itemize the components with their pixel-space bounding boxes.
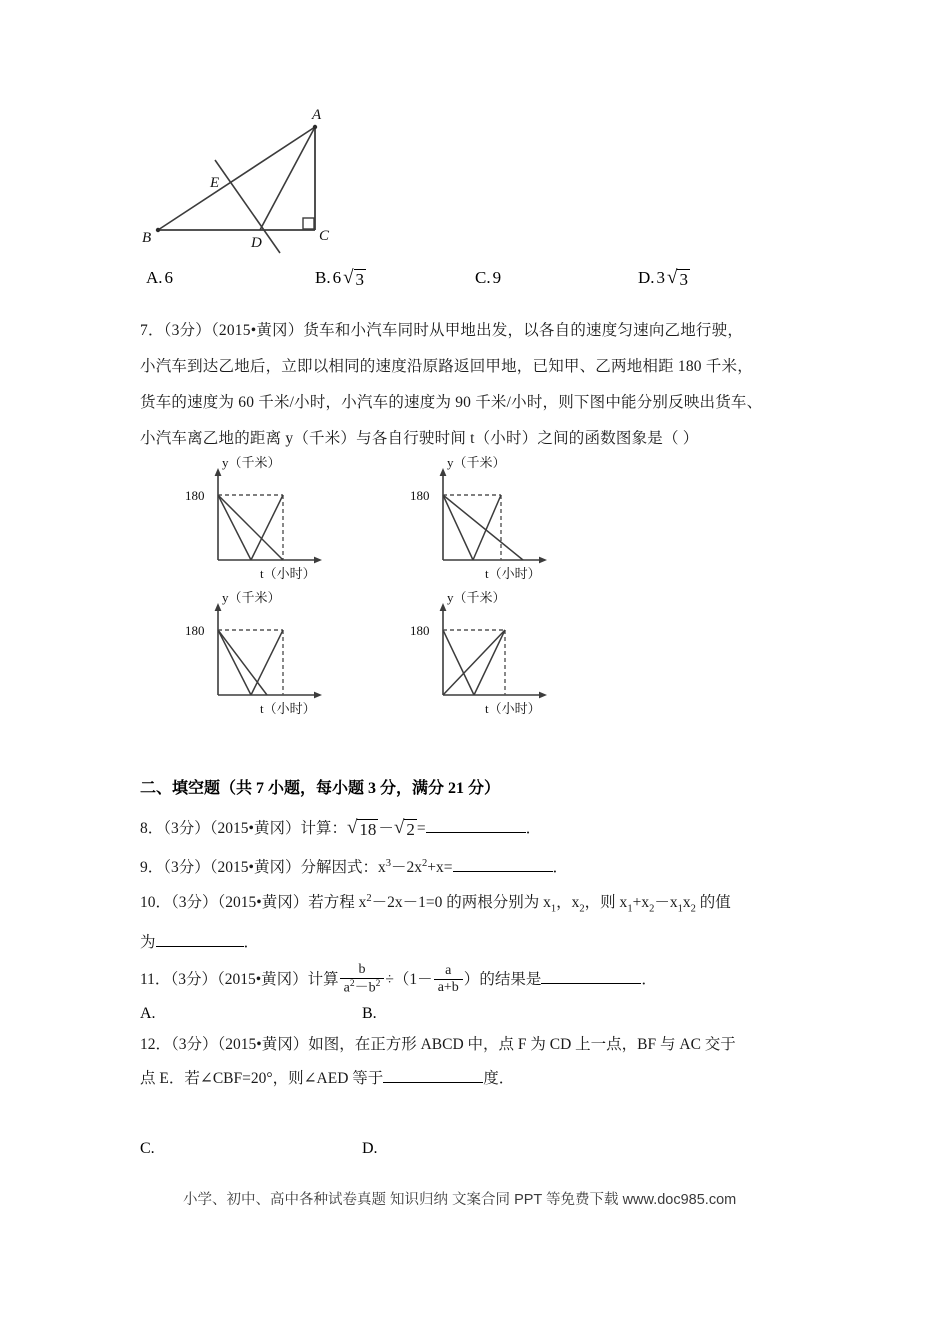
graph-d-y-axis-label: y（千米） xyxy=(447,590,506,605)
choice-b-coefficient: 6 xyxy=(332,268,342,287)
triangle-label-C: C xyxy=(319,228,330,244)
question10-sub-6: 2 xyxy=(690,903,696,915)
question9-score: （3分） xyxy=(163,859,210,877)
graph-option-c-label: C. xyxy=(140,1140,155,1157)
question11-answer-blank[interactable] xyxy=(541,983,641,984)
graph-b-x-axis-label: t（小时） xyxy=(485,566,541,581)
question10-text-i: 为 xyxy=(140,934,156,952)
question9-answer-blank[interactable] xyxy=(453,871,553,872)
question12-text-b: 点 E．若∠CBF=20°，则∠AED 等于 xyxy=(140,1070,384,1087)
question10 xyxy=(140,882,840,960)
graph-c-y-axis-label: y（千米） xyxy=(222,590,281,605)
choice-d-label: D. xyxy=(638,268,655,287)
choice-b[interactable] xyxy=(315,268,366,290)
question9-expr-mid: －2x xyxy=(391,859,423,877)
question8-prompt: 计算： xyxy=(300,820,347,837)
radical-sign-icon: √ xyxy=(343,267,354,288)
question12-answer-blank[interactable] xyxy=(383,1082,483,1083)
question10-text-c: ，x xyxy=(556,894,580,912)
question12-line-2 xyxy=(140,1062,840,1096)
graph-option-d-label: D. xyxy=(362,1140,378,1157)
question9-exponent-2: 2 xyxy=(422,858,428,869)
question11-source: （2015•黄冈） xyxy=(216,971,308,988)
question10-sub-5: 1 xyxy=(677,903,683,915)
question11-tail: 的结果是 xyxy=(479,971,542,988)
question12-text-a: 如图，在正方形 ABCD 中，点 F 为 CD 上一点，BF 与 AC 交于 xyxy=(308,1036,736,1053)
choice-d-radicand: 3 xyxy=(679,270,688,289)
fraction-2 xyxy=(434,963,463,996)
question8 xyxy=(140,812,541,846)
choice-b-radicand: 3 xyxy=(355,270,365,289)
graph-option-b[interactable] xyxy=(375,450,625,595)
radical-2 xyxy=(394,818,417,840)
choice-a-label: A. xyxy=(146,268,163,287)
triangle-label-E: E xyxy=(210,175,220,191)
frac1-den-minus: －b xyxy=(354,980,376,996)
choice-d-coefficient: 3 xyxy=(656,268,666,287)
question7-text xyxy=(140,313,840,457)
triangle-label-A: A xyxy=(312,107,322,123)
graph-a-y-axis-label: y（千米） xyxy=(222,455,281,470)
question7-line-2: 小汽车到达乙地后，立即以相同的速度沿原路返回甲地，已知甲、乙两地相距 180 千米， xyxy=(140,358,753,375)
graph-b-y-axis-label: y（千米） xyxy=(447,455,506,470)
question8-equals: = xyxy=(416,820,426,837)
question10-number: 10． xyxy=(140,894,172,912)
question8-source: （2015•黄冈） xyxy=(209,820,301,837)
graph-option-a[interactable] xyxy=(150,450,400,595)
question9-expr-tail: +x= xyxy=(427,859,453,877)
choice-c[interactable] xyxy=(475,268,501,288)
question9-prompt: 分解因式： xyxy=(300,859,378,877)
question12-score: （3分） xyxy=(171,1036,218,1053)
fraction-1-numerator: b xyxy=(340,962,385,979)
question10-sub-2: 2 xyxy=(579,903,585,915)
choice-c-label: C. xyxy=(475,268,491,287)
section-2-heading: 二、填空题（共 7 小题，每小题 3 分，满分 21 分） xyxy=(140,780,501,797)
question9 xyxy=(140,847,568,885)
frac1-den-a: a xyxy=(343,980,350,996)
question8-minus: － xyxy=(378,820,394,837)
question12-number: 12． xyxy=(140,1036,172,1053)
graph-d-x-axis-label: t（小时） xyxy=(485,701,541,716)
frac1-den-exp-2: 2 xyxy=(375,979,381,990)
footer-watermark: 小学、初中、高中各种试卷真题 知识归纳 文案合同 PPT 等免费下载 www.doc985.com xyxy=(183,1192,737,1208)
question12-line-1 xyxy=(140,1028,840,1062)
question8-radicand-2: 2 xyxy=(406,820,415,839)
graph-option-c[interactable] xyxy=(150,585,400,730)
triangle-figure xyxy=(140,105,370,260)
radical-sign-icon: √ xyxy=(346,817,358,838)
question10-line-1 xyxy=(140,882,840,926)
fraction-1 xyxy=(340,962,385,997)
question10-answer-blank[interactable] xyxy=(156,946,244,947)
triangle-label-B: B xyxy=(142,230,152,246)
choice-d[interactable] xyxy=(638,268,690,290)
question8-number: 8． xyxy=(140,820,164,837)
fraction-2-denominator: a+b xyxy=(437,979,459,995)
triangle-label-D: D xyxy=(251,235,262,251)
question10-text-h: 的值 xyxy=(695,894,731,912)
radical-b xyxy=(343,268,366,290)
question10-text-e: +x xyxy=(632,894,650,912)
radical-18 xyxy=(347,818,378,840)
question12-source: （2015•黄冈） xyxy=(217,1036,309,1053)
question12-text-c: 度． xyxy=(483,1070,515,1087)
question10-sub-3: 1 xyxy=(627,903,633,915)
question8-answer-blank[interactable] xyxy=(426,832,526,833)
question9-exponent-1: 3 xyxy=(385,858,391,869)
frac1-den-exp-1: 2 xyxy=(349,979,355,990)
graph-option-b-label: B. xyxy=(362,1005,377,1022)
radical-sign-icon: √ xyxy=(667,267,678,288)
question11-prompt: 计算 xyxy=(307,971,339,988)
question9-period: ． xyxy=(552,859,569,877)
question10-sub-4: 2 xyxy=(649,903,655,915)
question7-line-1: 7．（3分）（2015•黄冈）货车和小汽车同时从甲地出发，以各自的速度匀速向乙地行驶， xyxy=(140,322,744,339)
question11-divide-sign: ÷ xyxy=(385,971,394,988)
graph-option-a-label: A. xyxy=(140,1005,156,1022)
question10-text-f: －x xyxy=(654,894,678,912)
question10-exponent: 2 xyxy=(366,893,372,904)
question7-line-4: 小汽车离乙地的距离 y（千米）与各自行驶时间 t（小时）之间的函数图象是（ ） xyxy=(140,430,699,447)
choice-a-value: 6 xyxy=(164,268,174,287)
graph-c-x-axis-label: t（小时） xyxy=(260,701,316,716)
question11-number: 11． xyxy=(140,971,171,988)
radical-d xyxy=(667,268,690,290)
question10-text-g: x xyxy=(682,894,691,912)
fraction-1-denominator xyxy=(340,979,385,997)
question11-paren-open: （1－ xyxy=(393,971,433,988)
question10-text-b: －2x－1=0 的两根分别为 x xyxy=(371,894,551,912)
graph-option-d[interactable] xyxy=(375,585,625,730)
choice-a[interactable] xyxy=(146,268,173,288)
question10-text-d: ，则 x xyxy=(584,894,628,912)
question7-line-3: 货车的速度为 60 千米/小时，小汽车的速度为 90 千米/小时，则下图中能分别反映出货车、 xyxy=(140,394,763,411)
graph-c-y-tick: 180 xyxy=(185,623,205,638)
graph-a-x-axis-label: t（小时） xyxy=(260,566,316,581)
graph-a-y-tick: 180 xyxy=(185,488,205,503)
graph-d-y-tick: 180 xyxy=(410,623,430,638)
question11-period: ． xyxy=(641,971,657,988)
question11 xyxy=(140,963,657,998)
question10-line-2 xyxy=(140,926,840,960)
question6-choices xyxy=(140,268,840,302)
question9-expr-base: x xyxy=(377,859,386,877)
choice-b-label: B. xyxy=(315,268,331,287)
question8-radicand-1: 18 xyxy=(359,820,377,839)
question10-text-a: 若方程 x xyxy=(308,894,367,912)
question8-period: ． xyxy=(525,820,542,837)
question11-score: （3分） xyxy=(170,971,217,988)
radical-sign-icon: √ xyxy=(393,817,405,838)
question10-score: （3分） xyxy=(171,894,218,912)
question9-source: （2015•黄冈） xyxy=(209,859,301,877)
fraction-2-numerator: a xyxy=(434,963,463,980)
question10-sub-1: 1 xyxy=(550,903,557,915)
question9-number: 9． xyxy=(140,859,164,877)
question10-period: ． xyxy=(243,934,260,952)
choice-c-value: 9 xyxy=(492,268,502,287)
graph-b-y-tick: 180 xyxy=(410,488,430,503)
question11-paren-close: ） xyxy=(463,971,480,988)
question8-score: （3分） xyxy=(163,820,210,837)
question12 xyxy=(140,1028,840,1096)
question10-source: （2015•黄冈） xyxy=(217,894,309,912)
